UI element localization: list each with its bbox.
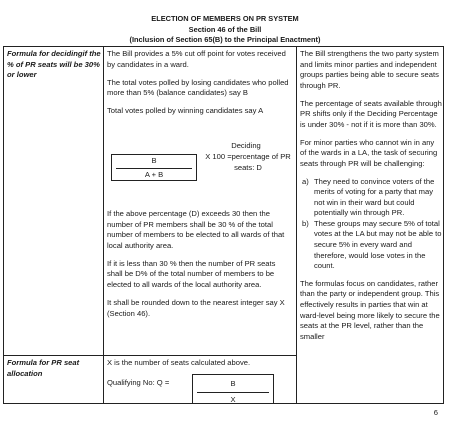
shift-paragraph: The percentage of seats available through PR shifts only if the Deciding Percentage is under 30% - not if it is more than 30%. bbox=[300, 98, 442, 129]
right-cell-analysis bbox=[300, 49, 442, 350]
document-title: ELECTION OF MEMBERS ON PR SYSTEM bbox=[151, 14, 299, 23]
provisions-table bbox=[3, 46, 444, 404]
deciding-label: Deciding bbox=[231, 141, 261, 150]
list-marker: a) bbox=[302, 176, 309, 186]
section-subtitle: (Inclusion of Section 65(B) to the Principal Enactment) bbox=[129, 35, 321, 44]
formula-numerator: B bbox=[230, 379, 236, 388]
less-than-30-paragraph: If it is less than 30 % then the number of PR seats shall be D% of the total number of members to be elected to all wards of the local authority area. bbox=[107, 258, 276, 289]
fraction-bar bbox=[116, 168, 192, 169]
section-reference: Section 46 of the Bill bbox=[188, 24, 262, 34]
seats-calculated-paragraph: X is the number of seats calculated above. bbox=[107, 358, 251, 367]
page-number: 6 bbox=[433, 408, 438, 417]
list-marker: b) bbox=[302, 218, 309, 228]
qualifying-formula-box bbox=[192, 374, 274, 404]
list-item bbox=[300, 219, 442, 272]
document-header bbox=[0, 14, 450, 46]
cutoff-paragraph: The Bill provides a 5% cut off point for votes received by candidates in a ward. bbox=[107, 49, 286, 69]
winning-votes-paragraph: Total votes polled by winning candidates say A bbox=[107, 106, 264, 116]
exceeds-30-paragraph: If the above percentage (D) exceeds 30 then the number of PR members shall be 30 % of the total number of members to be elected to all wards of that local authority area. bbox=[107, 209, 285, 250]
rounding-paragraph: It shall be rounded down to the nearest integer say X (Section 46). bbox=[107, 297, 285, 318]
formula-numerator: B bbox=[151, 156, 157, 165]
middle-cell-pr-percentage bbox=[107, 49, 293, 124]
row-label-pr-percentage: Formula for decidingif the % of PR seats will be 30% or lower bbox=[7, 49, 101, 80]
column-divider-1 bbox=[103, 47, 104, 403]
formula-tail: X 100 =percentage of PR seats: D bbox=[205, 152, 291, 172]
middle-cell-rules bbox=[107, 209, 293, 327]
minor-parties-paragraph: For minor parties who cannot win in any of the wards in a LA, the task of securing seats through PR will be challenging: bbox=[300, 137, 438, 168]
two-party-paragraph: The Bill strengthens the two party system and limits minor parties and independent groups parties being able to secure seats through PR. bbox=[300, 49, 439, 90]
deciding-formula-box bbox=[111, 154, 197, 181]
row-divider-label bbox=[4, 355, 103, 356]
list-text: These groups may secure 5% of total votes at the LA but may not be able to secure 5% in every ward and therefore, would lose votes in the count. bbox=[314, 218, 442, 271]
list-text: They need to convince voters of the merits of voting for a party that may not win in their ward but could potentially win through PR. bbox=[314, 176, 435, 218]
formula-denominator: X bbox=[230, 395, 236, 404]
list-item bbox=[300, 177, 442, 219]
candidates-focus-paragraph: The formulas focus on candidates, rather than the party or independent group. This effectively results in parties that win at ward-level being more likely to secure the seats at the PR level, rather than the smaller bbox=[300, 278, 440, 341]
row-divider-middle bbox=[103, 355, 296, 356]
column-divider-2 bbox=[296, 47, 297, 403]
qualifying-number-label: Qualifying No: Q = bbox=[107, 378, 170, 387]
challenges-list bbox=[300, 177, 442, 272]
fraction-bar bbox=[197, 392, 269, 393]
balance-votes-paragraph: The total votes polled by losing candidates who polled more than 5% (balance candidates) say B bbox=[107, 77, 289, 98]
row-label-pr-allocation: Formula for PR seat allocation bbox=[7, 358, 80, 378]
formula-denominator: A + B bbox=[144, 170, 164, 179]
